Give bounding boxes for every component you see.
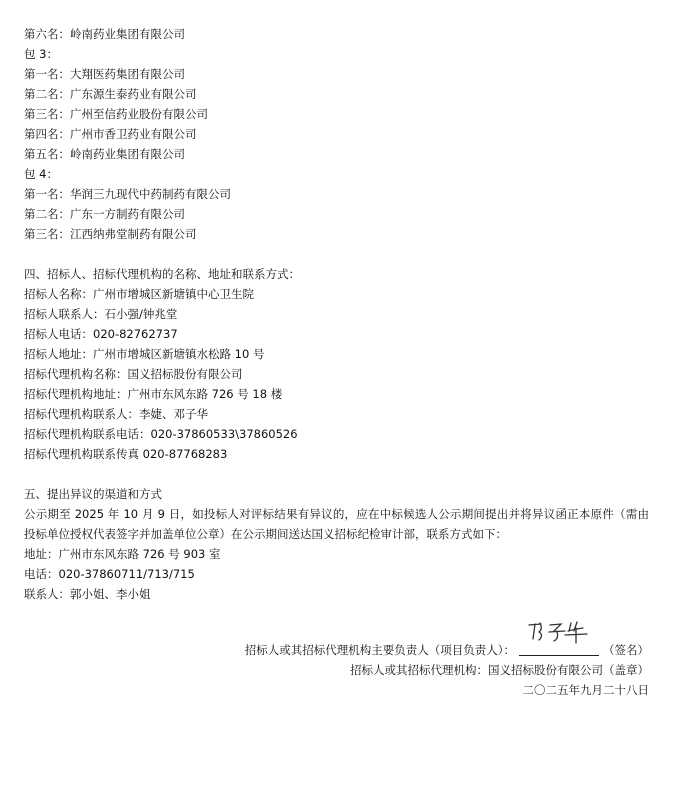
objection-paragraph: 公示期至 2025 年 10 月 9 日，如投标人对评标结果有异议的，应在中标候选人公示期间提出并将异议函正本原件（需由投标单位授权代表签字并加盖单位公章）在公示期间送达国义招标纪检审计部，联系方式如下： [24,507,649,541]
contact-line: 招标代理机构联系人：李婕、邓子华 [24,407,208,421]
responsible-label: 招标人或其招标代理机构主要负责人（项目负责人）： [244,643,515,657]
contact-line: 招标人电话：020-82762737 [24,327,178,341]
objection-contact-line: 地址：广州市东风东路 726 号 903 室 [24,547,221,561]
section-heading: 四、招标人、招标代理机构的名称、地址和联系方式： [24,267,300,281]
ranking-line: 第二名：广东一方制药有限公司 [24,207,185,221]
ranking-line: 第三名：江西纳弗堂制药有限公司 [24,227,197,241]
announcement-document [24,24,664,604]
objection-contact-line: 联系人：郭小姐、李小姐 [24,587,151,601]
contact-line: 招标代理机构联系传真 020-87768283 [24,447,228,461]
ranking-line: 第六名：岭南药业集团有限公司 [24,27,185,41]
contact-line: 招标人名称：广州市增城区新塘镇中心卫生院 [24,287,254,301]
responsible-signature-line [245,640,649,660]
spacer [24,464,664,484]
ranking-line: 第二名：广东源生泰药业有限公司 [24,87,197,101]
sign-suffix: （签名） [603,643,649,657]
agency-seal-line: 招标人或其招标代理机构：国义招标股份有限公司（盖章） [350,663,649,677]
ranking-line: 第一名：华润三九现代中药制药有限公司 [24,187,231,201]
contact-line: 招标人联系人：石小强/钟兆堂 [24,307,178,321]
contact-section [24,264,664,464]
contact-line: 招标代理机构地址：广州市东风东路 726 号 18 楼 [24,387,283,401]
contact-line: 招标人地址：广州市增城区新塘镇水松路 10 号 [24,347,265,361]
ranking-line: 第五名：岭南药业集团有限公司 [24,147,185,161]
signature-date: 二〇二五年九月二十八日 [522,683,649,697]
contact-line: 招标代理机构名称：国义招标股份有限公司 [24,367,243,381]
package-heading: 包 4： [24,167,58,181]
signature-block [245,640,649,700]
contact-line: 招标代理机构联系电话：020-37860533\37860526 [24,427,298,441]
objection-section [24,484,664,604]
objection-contact-line: 电话：020-37860711/713/715 [24,567,195,581]
spacer [24,244,664,264]
ranking-line: 第四名：广州市香卫药业有限公司 [24,127,197,141]
section-heading: 五、提出异议的渠道和方式 [24,487,162,501]
ranking-list [24,24,664,244]
handwritten-signature [525,619,597,645]
signature-field [519,641,599,656]
ranking-line: 第一名：大翔医药集团有限公司 [24,67,185,81]
ranking-line: 第三名：广州至信药业股份有限公司 [24,107,208,121]
package-heading: 包 3： [24,47,58,61]
